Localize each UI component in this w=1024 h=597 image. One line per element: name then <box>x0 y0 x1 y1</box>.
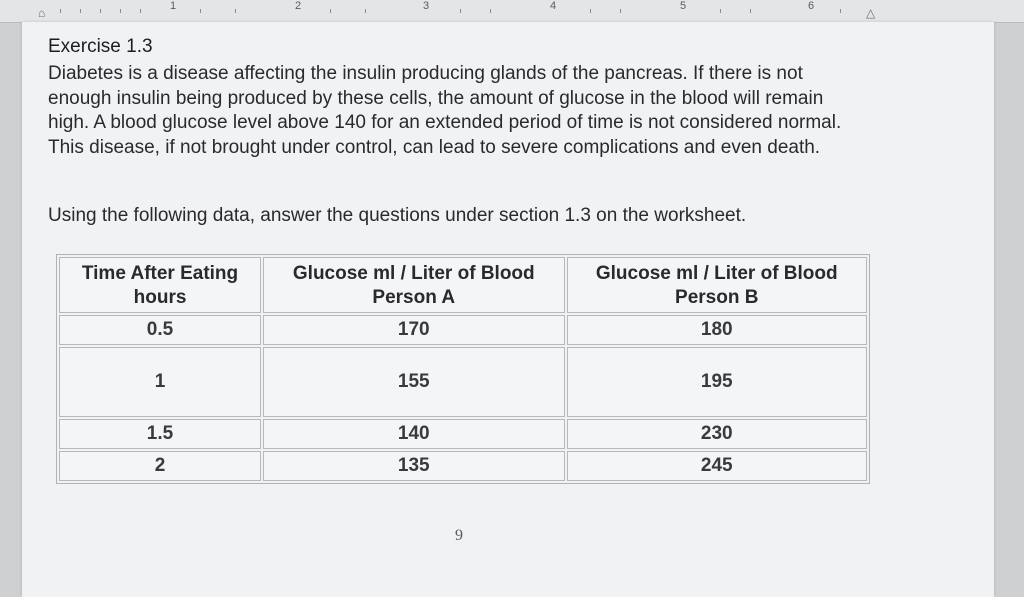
right-indent-marker-icon[interactable]: △ <box>866 6 876 20</box>
header-line: Glucose ml / Liter of Blood <box>595 263 838 284</box>
header-line: Person A <box>372 287 456 308</box>
table-cell: 245 <box>567 451 868 481</box>
table-cell: 1 <box>59 347 261 417</box>
table-cell: 2 <box>59 451 261 481</box>
table-cell: 0.5 <box>59 315 261 345</box>
ruler-tick <box>200 9 201 13</box>
ruler-tick <box>60 9 61 13</box>
ruler-tick <box>840 9 841 13</box>
ruler-tick <box>460 9 461 13</box>
table-cell: 135 <box>263 451 564 481</box>
table-cell: 1.5 <box>59 419 261 449</box>
ruler-number: 6 <box>808 0 815 12</box>
header-line: hours <box>133 287 187 308</box>
ruler-number: 2 <box>295 0 302 12</box>
ruler-tick <box>620 9 621 13</box>
ruler-tick <box>750 9 751 13</box>
ruler-tick <box>720 9 721 13</box>
table-row <box>59 347 867 417</box>
header-line: Time After Eating <box>81 263 239 284</box>
header-person-a <box>263 257 564 313</box>
table-row <box>59 315 867 345</box>
ruler-tick <box>80 9 81 13</box>
ruler-tick <box>330 9 331 13</box>
ruler-number: 1 <box>170 0 177 12</box>
ruler-tick <box>235 9 236 13</box>
table-cell: 140 <box>263 419 564 449</box>
ruler-tick <box>120 9 121 13</box>
ruler-tick <box>590 9 591 13</box>
ruler-number: 3 <box>423 0 430 12</box>
table-row <box>59 419 867 449</box>
header-person-b <box>567 257 868 313</box>
page-number: 9 <box>455 527 463 544</box>
table-cell: 230 <box>567 419 868 449</box>
glucose-data-table <box>56 254 870 484</box>
document-page[interactable] <box>22 22 994 597</box>
header-time <box>59 257 261 313</box>
table-header-row <box>59 257 867 313</box>
ruler-tick <box>365 9 366 13</box>
ruler-number: 5 <box>680 0 687 12</box>
horizontal-ruler[interactable] <box>0 0 1024 23</box>
table-cell: 170 <box>263 315 564 345</box>
left-indent-marker-icon[interactable]: ⌂ <box>38 6 46 20</box>
header-line: Glucose ml / Liter of Blood <box>292 263 535 284</box>
ruler-tick <box>140 9 141 13</box>
table-cell: 195 <box>567 347 868 417</box>
table-cell: 180 <box>567 315 868 345</box>
table-row <box>59 451 867 481</box>
exercise-instruction: Using the following data, answer the questions under section 1.3 on the worksheet. <box>48 205 747 226</box>
exercise-paragraph: Diabetes is a disease affecting the insulin producing glands of the pancreas. If there is not enough insulin being produced by these cells, the amount of glucose in the blood will remain high. A blood glucose level above 140 for an extended period of time is not considered normal. This disease, if not brought under control, can lead to severe complications and even death. <box>48 63 842 158</box>
ruler-tick <box>490 9 491 13</box>
ruler-number: 4 <box>550 0 557 12</box>
header-line: Person B <box>675 287 759 308</box>
ruler-tick <box>100 9 101 13</box>
exercise-title: Exercise 1.3 <box>48 36 153 57</box>
table-cell: 155 <box>263 347 564 417</box>
